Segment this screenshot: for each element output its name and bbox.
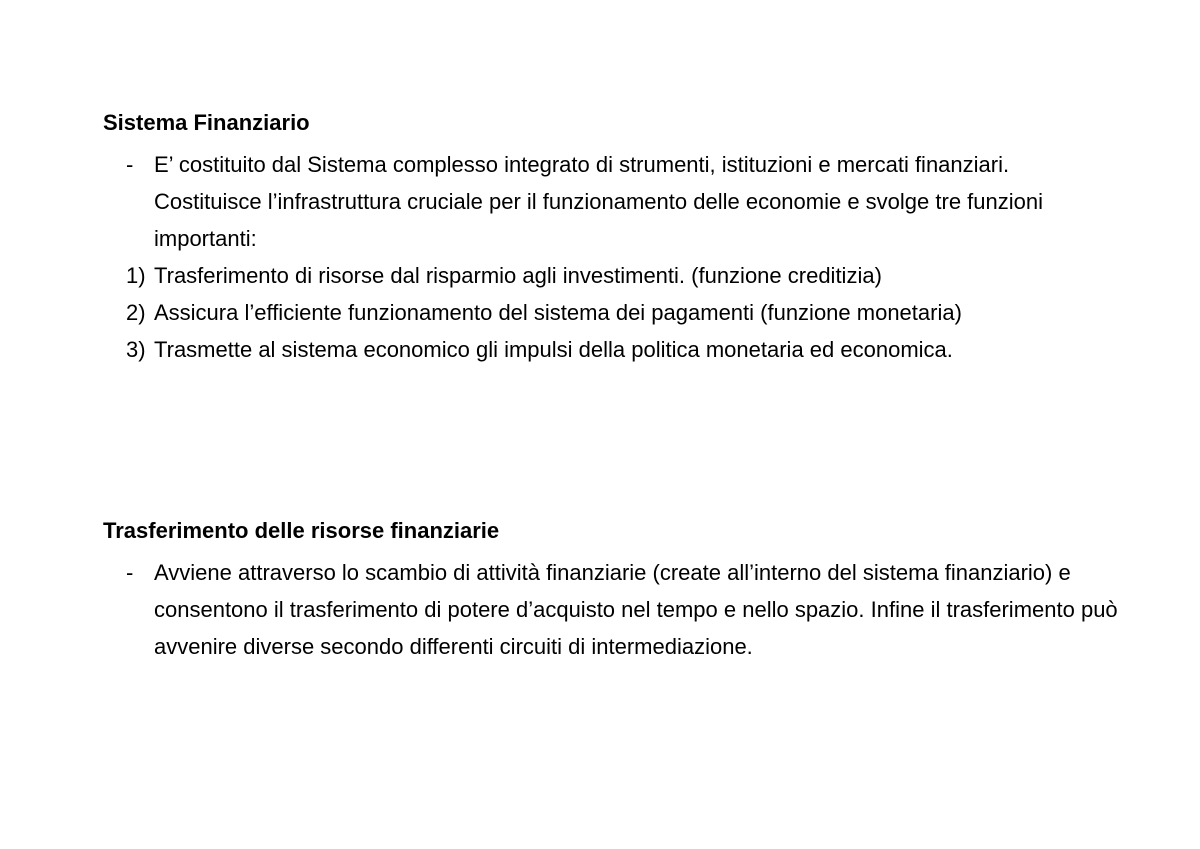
bullet-text: E’ costituito dal Sistema complesso integrato di strumenti, istituzioni e mercati finanziari. Costituisce l’infrastruttura cruciale per il funzionamento delle economie e svolge tre funzioni importanti: (154, 152, 1044, 251)
dash-marker: - (126, 152, 134, 177)
numbered-text: Trasmette al sistema economico gli impulsi della politica monetaria ed economica. (154, 337, 953, 362)
number-marker: 1) (126, 263, 146, 288)
numbered-item (103, 331, 1014, 368)
number-marker: 2) (126, 300, 146, 325)
numbered-text: Trasferimento di risorse dal risparmio agli investimenti. (funzione creditizia) (154, 263, 882, 288)
section-heading: Trasferimento delle risorse finanziarie (103, 518, 500, 543)
section-heading: Sistema Finanziario (103, 110, 310, 135)
numbered-text: Assicura l’efficiente funzionamento del sistema dei pagamenti (funzione monetaria) (154, 300, 962, 325)
number-marker: 3) (126, 337, 146, 362)
dash-marker: - (126, 560, 134, 585)
section-sistema-finanziario (103, 108, 1103, 368)
bullet-text: Avviene attraverso lo scambio di attività finanziarie (create all’interno del sistema finanziario) e consentono il trasferimento di potere d’acquisto nel tempo e nello spazio. Infine il trasferimento può avvenire diverse secondo differenti circuiti di intermediazione. (154, 560, 1118, 659)
bullet-item (103, 146, 1064, 257)
bullet-item (103, 554, 1154, 665)
section-trasferimento-risorse (103, 516, 1118, 665)
numbered-item (103, 294, 994, 331)
numbered-item (103, 257, 1064, 294)
